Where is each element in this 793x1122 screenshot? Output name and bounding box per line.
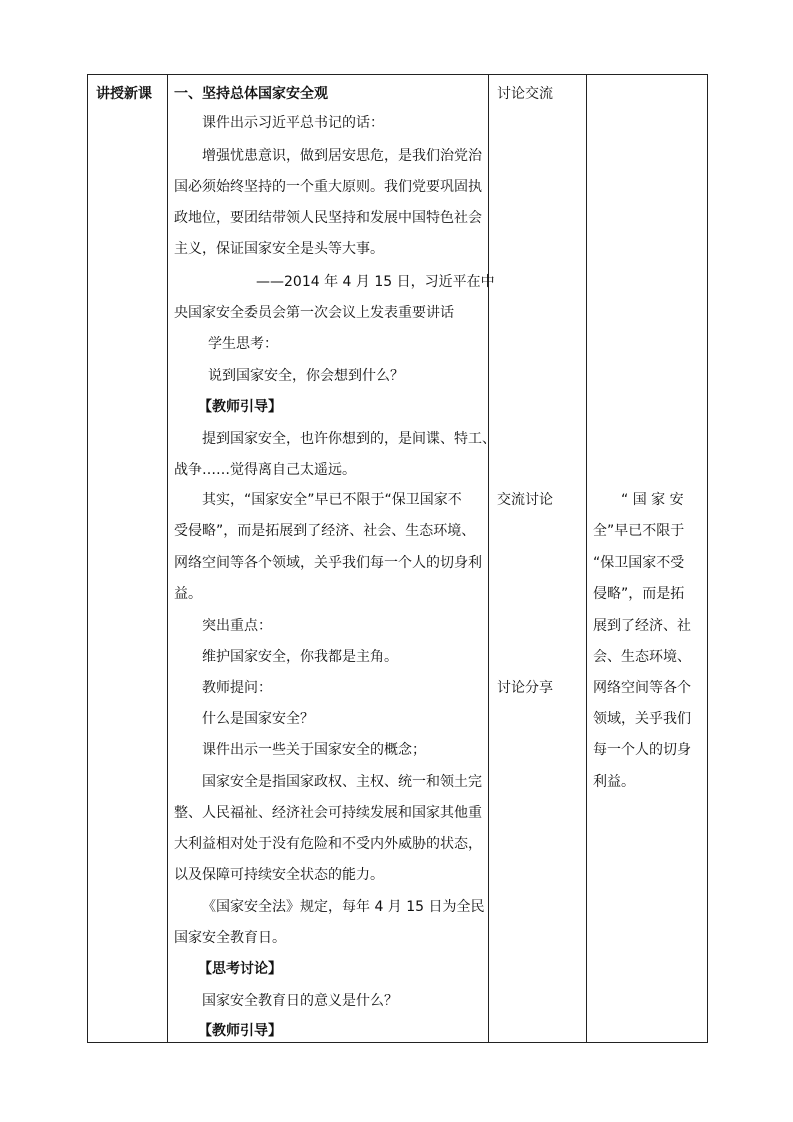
content-line: 战争……觉得离自己太遥远。	[174, 462, 356, 478]
content-line: 【思考讨论】	[198, 961, 282, 977]
activity-item: 交流讨论	[497, 492, 553, 508]
note-line: 全”早已不限于	[593, 523, 685, 539]
content-cell	[168, 75, 496, 1043]
content-line: 国家安全教育日。	[174, 930, 286, 946]
note-line: 网络空间等各个	[593, 680, 691, 696]
stage-cell	[88, 75, 168, 1043]
content-line: 益。	[174, 586, 202, 602]
content-line: 国必须始终坚持的一个重大原则。我们党要巩固执	[174, 179, 482, 195]
content-line: 提到国家安全，也许你想到的，是间谍、特工、	[202, 431, 496, 447]
content-line: ——2014 年 4 月 15 日，习近平在中	[256, 274, 495, 290]
content-line: 说到国家安全，你会想到什么？	[208, 368, 404, 384]
note-line: “ 国 家 安	[621, 492, 684, 508]
content-line: 国家安全教育日的意义是什么？	[202, 993, 398, 1009]
activity-item: 讨论交流	[497, 86, 553, 102]
note-line: 每一个人的切身	[593, 742, 691, 758]
note-line: 侵略”，而是拓	[593, 586, 685, 602]
content-line: 以及保障可持续安全状态的能力。	[174, 867, 384, 883]
activity-item: 讨论分享	[497, 680, 553, 696]
content-line: 【教师引导】	[198, 399, 282, 415]
content-line: 增强忧患意识，做到居安思危，是我们治党治	[202, 148, 482, 164]
content-line: 国家安全是指国家政权、主权、统一和领土完	[202, 774, 482, 790]
note-line: 领域，关乎我们	[593, 711, 691, 727]
content-line: 课件出示习近平总书记的话：	[202, 115, 384, 131]
content-line: 网络空间等各个领域，关乎我们每一个人的切身利	[174, 555, 482, 571]
content-line: 政地位，要团结带领人民坚持和发展中国特色社会	[174, 210, 482, 226]
lesson-plan-table	[87, 74, 708, 1043]
content-line: 主义，保证国家安全是头等大事。	[174, 241, 384, 257]
note-line: 会、生态环境、	[593, 649, 691, 665]
content-line: 课件出示一些关于国家安全的概念；	[202, 742, 426, 758]
content-line: 整、人民福祉、经济社会可持续发展和国家其他重	[174, 805, 482, 821]
content-line: 学生思考：	[208, 336, 278, 352]
note-line: 展到了经济、社	[593, 618, 691, 634]
content-line: 《国家安全法》规定，每年 4 月 15 日为全民	[202, 899, 485, 915]
note-line: “保卫国家不受	[593, 555, 685, 571]
table-row	[88, 75, 708, 1043]
content-line: 大利益相对处于没有危险和不受内外威胁的状态，	[174, 836, 482, 852]
content-line: 【教师引导】	[198, 1023, 282, 1039]
activity-cell	[489, 75, 587, 1043]
content-line: 央国家安全委员会第一次会议上发表重要讲话	[174, 305, 454, 321]
content-line: 其实，“国家安全”早已不限于“保卫国家不	[202, 492, 462, 508]
section-heading: 一、坚持总体国家安全观	[174, 86, 328, 102]
stage-label: 讲授新课	[96, 86, 152, 102]
content-line: 教师提问：	[202, 680, 272, 696]
content-line: 突出重点：	[202, 618, 272, 634]
note-line: 利益。	[593, 774, 635, 790]
content-line: 什么是国家安全？	[202, 711, 314, 727]
content-line: 维护国家安全，你我都是主角。	[202, 649, 398, 665]
content-line: 受侵略”，而是拓展到了经济、社会、生态环境、	[174, 523, 476, 539]
notes-cell	[587, 75, 708, 1043]
